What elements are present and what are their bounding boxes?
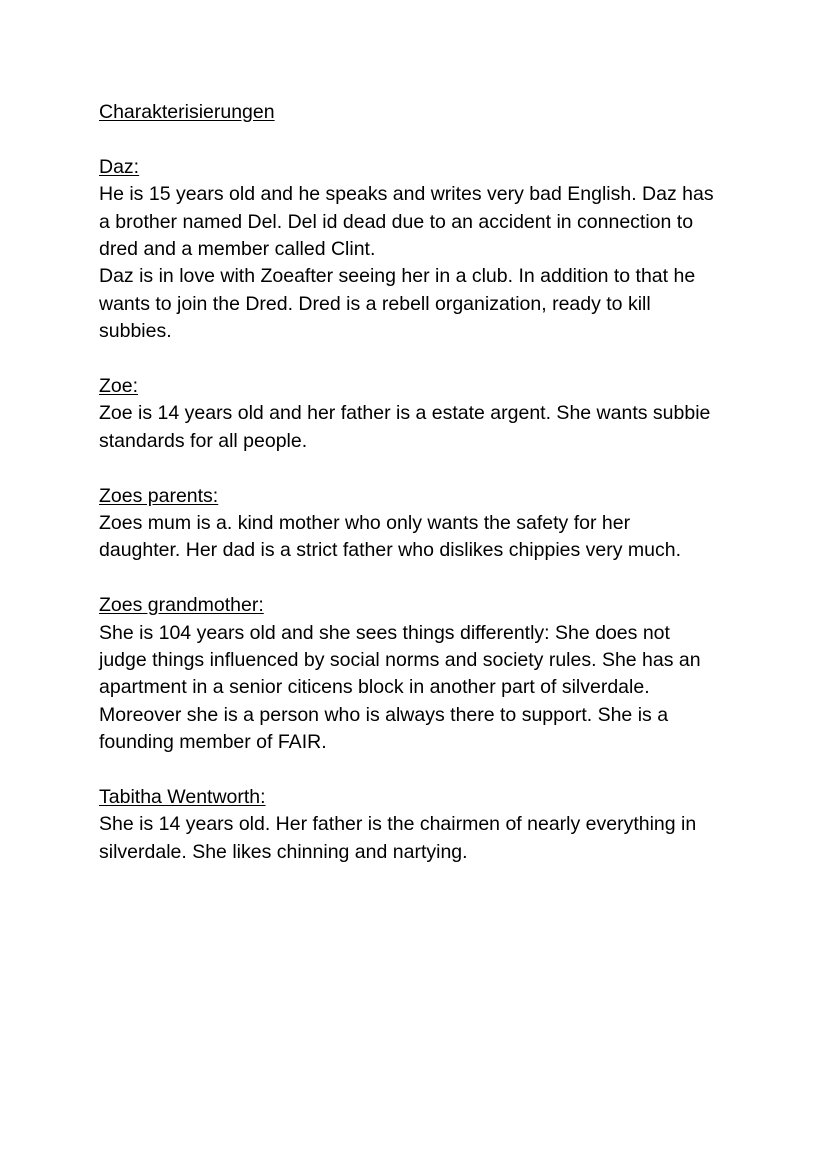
section-paragraph (99, 510, 759, 565)
text-line: silverdale. She likes chinning and nartying. (99, 840, 468, 863)
text-line: standards for all people. (99, 429, 308, 452)
section-paragraph (99, 811, 759, 866)
text-line: a brother named Del. Del id dead due to an accident in connection to (99, 210, 694, 233)
section-tabitha-wentworth (99, 784, 759, 866)
document-content (99, 99, 759, 894)
text-line: He is 15 years old and he speaks and writes very bad English. Daz has (99, 183, 714, 206)
text-line: founding member of FAIR. (99, 731, 327, 754)
text-line: Moreover she is a person who is always there to support. She is a (99, 703, 669, 726)
text-line: She is 104 years old and she sees things differently: She does not (99, 621, 670, 644)
section-zoes-parents (99, 483, 759, 565)
text-line: Zoes mum is a. kind mother who only wants the safety for her (99, 512, 631, 535)
section-heading: Daz: (99, 155, 140, 178)
text-line: Daz is in love with Zoeafter seeing her in a club. In addition to that he (99, 265, 696, 288)
text-line: wants to join the Dred. Dred is a rebell organization, ready to kill (99, 292, 651, 315)
section-daz (99, 154, 759, 346)
section-heading: Zoes grandmother: (99, 594, 264, 617)
section-paragraph (99, 400, 759, 455)
section-paragraph (99, 620, 759, 757)
section-heading: Zoe: (99, 375, 139, 398)
document-title: Charakterisierungen (99, 101, 275, 123)
text-line: daughter. Her dad is a strict father who dislikes chippies very much. (99, 539, 682, 562)
text-line: Zoe is 14 years old and her father is a estate argent. She wants subbie (99, 402, 711, 425)
section-heading: Tabitha Wentworth: (99, 786, 266, 809)
text-line: judge things influenced by social norms and society rules. She has an (99, 649, 701, 672)
text-line: dred and a member called Clint. (99, 238, 376, 261)
text-line: apartment in a senior citicens block in another part of silverdale. (99, 676, 650, 699)
section-heading: Zoes parents: (99, 484, 219, 507)
text-line: subbies. (99, 320, 172, 343)
text-line: She is 14 years old. Her father is the chairmen of nearly everything in (99, 813, 697, 836)
section-zoe (99, 373, 759, 455)
section-zoes-grandmother (99, 592, 759, 756)
section-paragraph (99, 181, 759, 345)
